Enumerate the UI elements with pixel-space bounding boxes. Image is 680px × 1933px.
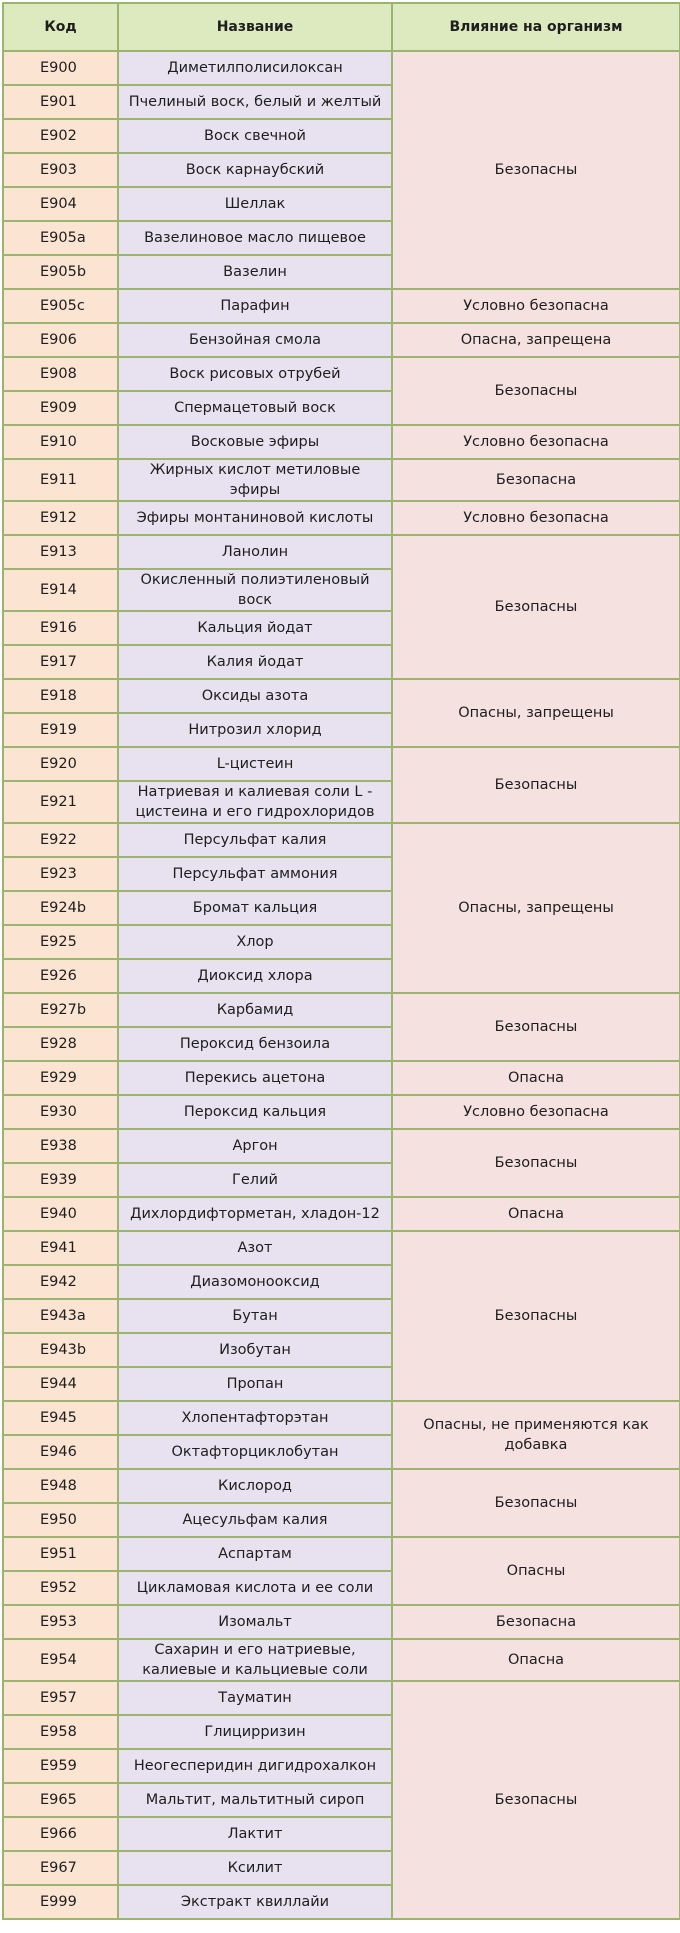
additive-name: Воск свечной (118, 119, 392, 153)
additive-name: Персульфат аммония (118, 857, 392, 891)
additive-effect: Безопасны (392, 51, 680, 289)
additive-name: Аргон (118, 1129, 392, 1163)
additive-name: Вазелин (118, 255, 392, 289)
additive-name: Эфиры монтаниновой кислоты (118, 501, 392, 535)
additive-name: L-цистеин (118, 747, 392, 781)
additive-code: E954 (3, 1639, 118, 1681)
additive-effect: Безопасны (392, 1231, 680, 1401)
table-row (3, 1469, 680, 1503)
additive-code: E917 (3, 645, 118, 679)
additive-effect: Опасна (392, 1639, 680, 1681)
table-row (3, 1061, 680, 1095)
additive-code: E967 (3, 1851, 118, 1885)
additive-code: E939 (3, 1163, 118, 1197)
additive-code: E930 (3, 1095, 118, 1129)
additive-name: Перекись ацетона (118, 1061, 392, 1095)
additive-name: Лактит (118, 1817, 392, 1851)
additive-code: E929 (3, 1061, 118, 1095)
additive-name: Гелий (118, 1163, 392, 1197)
additive-code: E909 (3, 391, 118, 425)
additive-name: Хлопентафторэтан (118, 1401, 392, 1435)
additive-name: Нитрозил хлорид (118, 713, 392, 747)
additive-code: E944 (3, 1367, 118, 1401)
additive-name: Окисленный полиэтиленовый воск (118, 569, 392, 611)
additive-name: Диазомоноoксид (118, 1265, 392, 1299)
additive-name: Цикламовая кислота и ее соли (118, 1571, 392, 1605)
additive-code: E921 (3, 781, 118, 823)
header-code: Код (3, 3, 118, 51)
table-row (3, 323, 680, 357)
additive-effect: Безопасна (392, 459, 680, 501)
additive-name: Воск рисовых отрубей (118, 357, 392, 391)
additive-effect: Безопасны (392, 747, 680, 823)
additive-effect: Опасны, запрещены (392, 823, 680, 993)
additive-name: Глицирризин (118, 1715, 392, 1749)
additive-name: Кислород (118, 1469, 392, 1503)
table-row (3, 993, 680, 1027)
additive-code: E951 (3, 1537, 118, 1571)
header-name: Название (118, 3, 392, 51)
additive-name: Диметилполисилоксан (118, 51, 392, 85)
additive-code: E913 (3, 535, 118, 569)
additive-code: E905c (3, 289, 118, 323)
additive-code: E922 (3, 823, 118, 857)
additive-name: Экстракт квиллайи (118, 1885, 392, 1919)
additive-code: E900 (3, 51, 118, 85)
additive-code: E905a (3, 221, 118, 255)
additive-code: E902 (3, 119, 118, 153)
additive-name: Изобутан (118, 1333, 392, 1367)
additive-name: Ланолин (118, 535, 392, 569)
additive-code: E905b (3, 255, 118, 289)
additive-code: E911 (3, 459, 118, 501)
additive-code: E938 (3, 1129, 118, 1163)
table-row (3, 289, 680, 323)
additive-code: E943a (3, 1299, 118, 1333)
additive-effect: Условно безопасна (392, 501, 680, 535)
additive-code: E914 (3, 569, 118, 611)
additive-code: E928 (3, 1027, 118, 1061)
additive-effect: Опасна, запрещена (392, 323, 680, 357)
additive-name: Ацесульфам калия (118, 1503, 392, 1537)
additive-code: E910 (3, 425, 118, 459)
additive-code: E950 (3, 1503, 118, 1537)
additive-name: Натриевая и калиевая соли L - цистеина и его гидрохлоридов (118, 781, 392, 823)
table-row (3, 1197, 680, 1231)
additive-code: E940 (3, 1197, 118, 1231)
additive-effect: Опасна (392, 1197, 680, 1231)
additive-name: Жирных кислот метиловые эфиры (118, 459, 392, 501)
header-effect: Влияние на организм (392, 3, 680, 51)
additive-name: Пропан (118, 1367, 392, 1401)
header-row (3, 3, 680, 51)
additive-name: Пероксид кальция (118, 1095, 392, 1129)
additive-name: Диоксид хлора (118, 959, 392, 993)
additive-name: Калия йодат (118, 645, 392, 679)
additive-effect: Безопасны (392, 1129, 680, 1197)
additive-name: Мальтит, мальтитный сироп (118, 1783, 392, 1817)
additive-effect: Опасны, запрещены (392, 679, 680, 747)
additive-name: Азот (118, 1231, 392, 1265)
additive-code: E999 (3, 1885, 118, 1919)
additive-code: E925 (3, 925, 118, 959)
table-row (3, 679, 680, 713)
additive-code: E919 (3, 713, 118, 747)
additive-name: Восковые эфиры (118, 425, 392, 459)
additive-code: E965 (3, 1783, 118, 1817)
additive-code: E959 (3, 1749, 118, 1783)
additive-effect: Опасна (392, 1061, 680, 1095)
additive-effect: Безопасны (392, 1681, 680, 1919)
additive-code: E966 (3, 1817, 118, 1851)
additive-effect: Условно безопасна (392, 1095, 680, 1129)
additive-code: E916 (3, 611, 118, 645)
additive-name: Бромат кальция (118, 891, 392, 925)
additive-name: Оксиды азота (118, 679, 392, 713)
additive-code: E912 (3, 501, 118, 535)
additive-code: E958 (3, 1715, 118, 1749)
additives-table (2, 2, 680, 1920)
additive-name: Сахарин и его натриевые, калиевые и кальциевые соли (118, 1639, 392, 1681)
additive-name: Пероксид бензоила (118, 1027, 392, 1061)
additive-code: E952 (3, 1571, 118, 1605)
additive-name: Тауматин (118, 1681, 392, 1715)
additive-code: E927b (3, 993, 118, 1027)
table-row (3, 1129, 680, 1163)
table-row (3, 425, 680, 459)
table-row (3, 1231, 680, 1265)
table-row (3, 823, 680, 857)
additive-name: Бутан (118, 1299, 392, 1333)
additive-effect: Безопасны (392, 1469, 680, 1537)
additive-code: E946 (3, 1435, 118, 1469)
additive-code: E942 (3, 1265, 118, 1299)
additive-name: Шеллак (118, 187, 392, 221)
table-row (3, 747, 680, 781)
additive-code: E926 (3, 959, 118, 993)
additive-effect: Условно безопасна (392, 289, 680, 323)
additive-effect: Безопасны (392, 993, 680, 1061)
additive-name: Вазелиновое масло пищевое (118, 221, 392, 255)
additive-name: Аспартам (118, 1537, 392, 1571)
additive-code: E948 (3, 1469, 118, 1503)
additive-code: E918 (3, 679, 118, 713)
additive-name: Персульфат калия (118, 823, 392, 857)
table-row (3, 501, 680, 535)
additive-effect: Безопасны (392, 357, 680, 425)
additive-code: E906 (3, 323, 118, 357)
additive-code: E945 (3, 1401, 118, 1435)
additive-effect: Безопасна (392, 1605, 680, 1639)
additive-name: Изомальт (118, 1605, 392, 1639)
table-row (3, 1537, 680, 1571)
additive-code: E903 (3, 153, 118, 187)
additive-name: Пчелиный воск, белый и желтый (118, 85, 392, 119)
additive-effect: Опасны (392, 1537, 680, 1605)
additive-code: E904 (3, 187, 118, 221)
table-row (3, 51, 680, 85)
table-row (3, 1639, 680, 1681)
additive-code: E957 (3, 1681, 118, 1715)
additive-name: Неогесперидин дигидрохалкон (118, 1749, 392, 1783)
additive-effect: Условно безопасна (392, 425, 680, 459)
additive-effect: Безопасны (392, 535, 680, 679)
additive-code: E923 (3, 857, 118, 891)
additive-name: Парафин (118, 289, 392, 323)
additive-name: Спермацетовый воск (118, 391, 392, 425)
table-row (3, 535, 680, 569)
table-row (3, 357, 680, 391)
table-row (3, 1605, 680, 1639)
table-row (3, 1401, 680, 1435)
additive-name: Воск карнаубский (118, 153, 392, 187)
table-row (3, 1681, 680, 1715)
additive-name: Карбамид (118, 993, 392, 1027)
additive-name: Бензойная смола (118, 323, 392, 357)
additive-name: Кальция йодат (118, 611, 392, 645)
additive-code: E920 (3, 747, 118, 781)
additive-name: Хлор (118, 925, 392, 959)
additive-code: E953 (3, 1605, 118, 1639)
additive-code: E901 (3, 85, 118, 119)
additive-name: Октафторциклобутан (118, 1435, 392, 1469)
table-row (3, 459, 680, 501)
additive-code: E924b (3, 891, 118, 925)
additive-name: Дихлордифторметан, хладон-12 (118, 1197, 392, 1231)
table-row (3, 1095, 680, 1129)
additive-effect: Опасны, не применяются как добавка (392, 1401, 680, 1469)
additive-code: E941 (3, 1231, 118, 1265)
additive-code: E908 (3, 357, 118, 391)
additive-name: Ксилит (118, 1851, 392, 1885)
additive-code: E943b (3, 1333, 118, 1367)
